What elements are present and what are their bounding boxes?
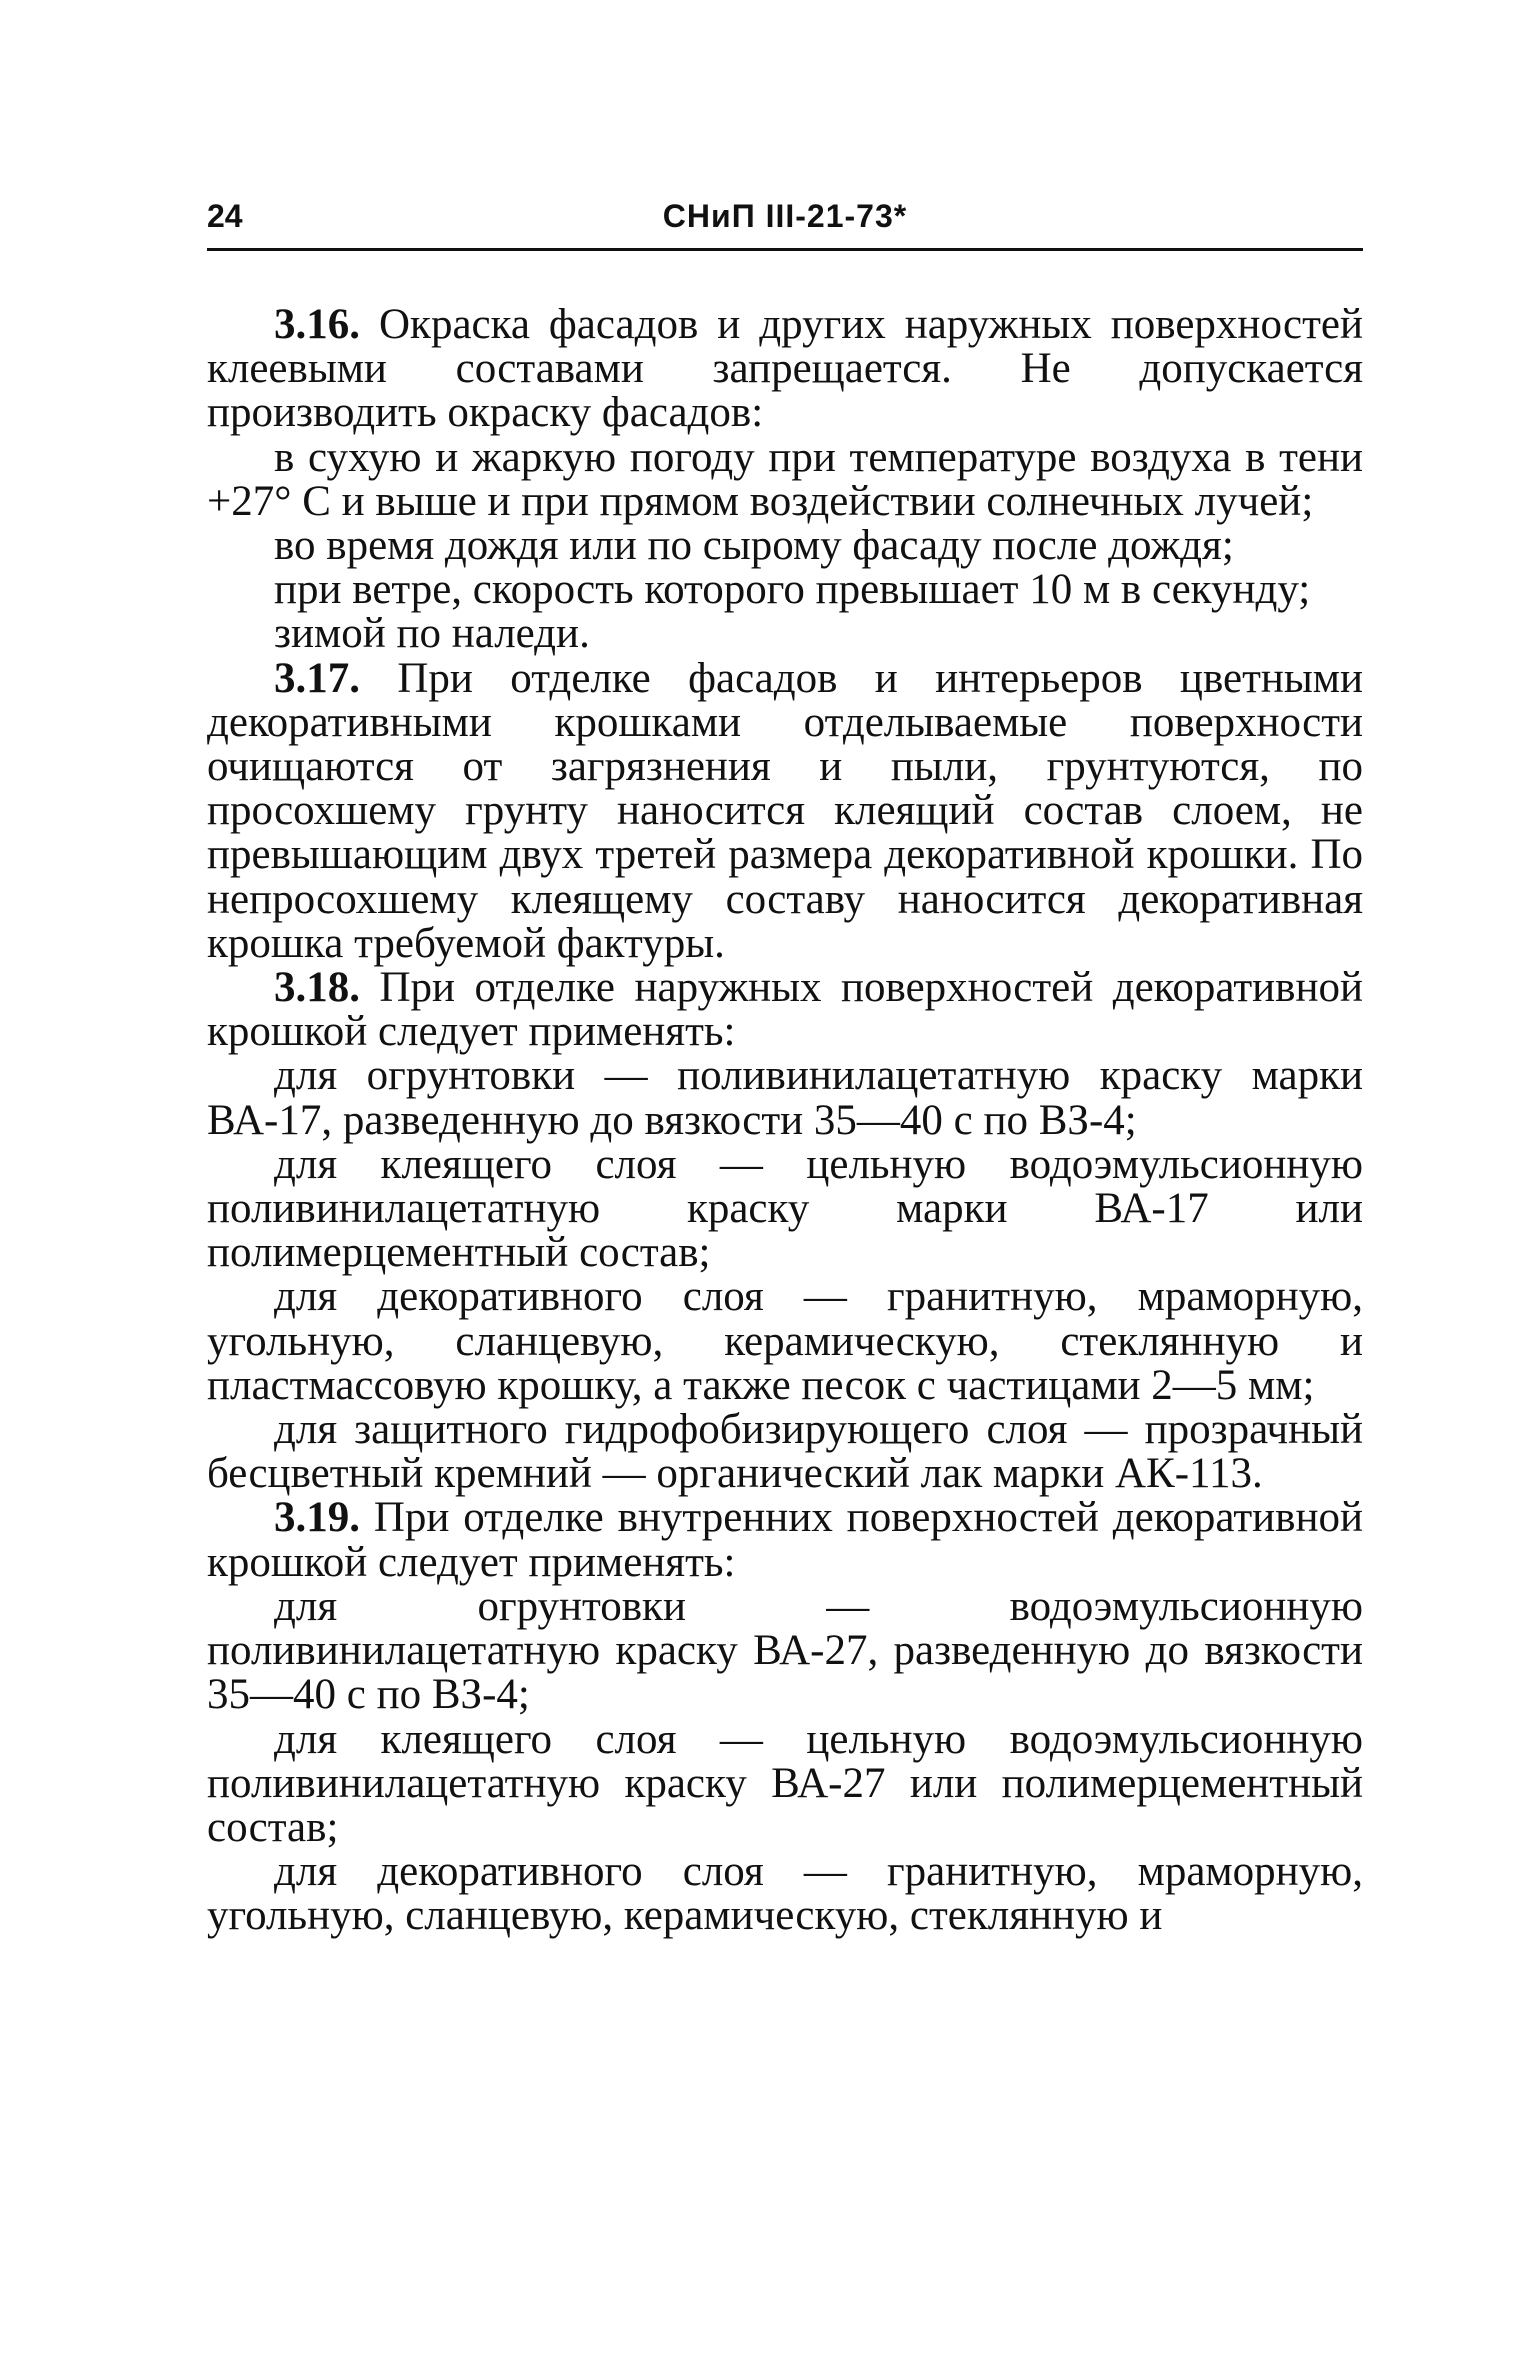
page-number: 24 — [207, 198, 243, 234]
document-code: СНиП III-21-73* — [662, 198, 908, 234]
paragraph-3-17 — [207, 654, 1363, 967]
paragraph-text: для клеящего слоя — цельную водоэмульсионную поливинилацетатную краску ВА-27 или полимерцементный состав; — [207, 1715, 1363, 1851]
paragraph-text: для огрунтовки — поливинилацетатную краску марки ВА-17, разведенную до вязкости 35—40 с по ВЗ-4; — [207, 1052, 1363, 1144]
list-item — [207, 1582, 1363, 1719]
paragraph-text: для защитного гидрофобизирующего слоя — прозрачный бесцветный кремний — органический лак марки АК-113. — [207, 1406, 1363, 1498]
section-number: 3.16. — [274, 301, 360, 348]
list-item — [207, 1850, 1363, 1938]
section-number: 3.19. — [274, 1494, 360, 1542]
paragraph-text: для декоративного слоя — гранитную, мраморную, угольную, сланцевую, керамическую, стеклянную и — [207, 1848, 1363, 1940]
list-item — [207, 1054, 1363, 1142]
list-item — [207, 524, 1363, 568]
list-item — [207, 433, 1363, 525]
paragraph-text: для огрунтовки — водоэмульсионную поливинилацетатную краску ВА-27, разведенную до вязкости 35—40 с по ВЗ-4; — [207, 1582, 1363, 1719]
section-number: 3.18. — [274, 964, 360, 1012]
paragraph-text: для декоративного слоя — гранитную, мраморную, угольную, сланцевую, керамическую, стеклянную и пластмассовую крошку, а также песок с частицами 2—5 мм; — [207, 1273, 1363, 1409]
paragraph-text: При отделке внутренних поверхностей декоративной крошкой следует применять: — [207, 1494, 1363, 1586]
paragraph-text: в сухую и жаркую погоду при температуре воздуха в тени +27° С и выше и при прямом воздействии солнечных лучей; — [207, 433, 1363, 525]
paragraph-3-19 — [207, 1496, 1363, 1584]
paragraph-text: При отделке наружных поверхностей декоративной крошкой следует применять: — [207, 964, 1363, 1056]
paragraph-text: для клеящего слоя — цельную водоэмульсионную поливинилацетатную краску марки ВА-17 или полимерцементный состав; — [207, 1140, 1363, 1277]
paragraph-3-16 — [207, 303, 1363, 436]
paragraph-text: При отделке фасадов и интерьеров цветными декоративными крошками отделываемые поверхности очищаются от загрязнения и пыли, грунтуются, по просохшему грунту наносится клеящий состав слоем, не превышающим двух третей размера декоративной крошки. По непросохшему клеящему составу наносится декоративная крошка требуемой фактуры. — [207, 654, 1363, 967]
document-page — [207, 196, 1363, 1939]
body-text — [207, 303, 1363, 1939]
list-item — [207, 1408, 1363, 1496]
paragraph-3-18 — [207, 966, 1363, 1054]
list-item — [207, 612, 1363, 656]
paragraph-text: во время дождя или по сырому фасаду после дождя; — [274, 522, 1234, 570]
list-item — [207, 1140, 1363, 1277]
section-number: 3.17. — [274, 654, 360, 702]
list-item — [207, 1715, 1363, 1851]
list-item — [207, 568, 1363, 612]
paragraph-text: при ветре, скорость которого превышает 10 м в секунду; — [274, 566, 1311, 614]
paragraph-text: Окраска фасадов и других наружных поверхностей клеевыми составами запрещается. Не допускается производить окраску фасадов: — [207, 301, 1363, 437]
paragraph-text: зимой по наледи. — [274, 610, 590, 658]
page-header — [207, 196, 1363, 251]
list-item — [207, 1275, 1363, 1408]
